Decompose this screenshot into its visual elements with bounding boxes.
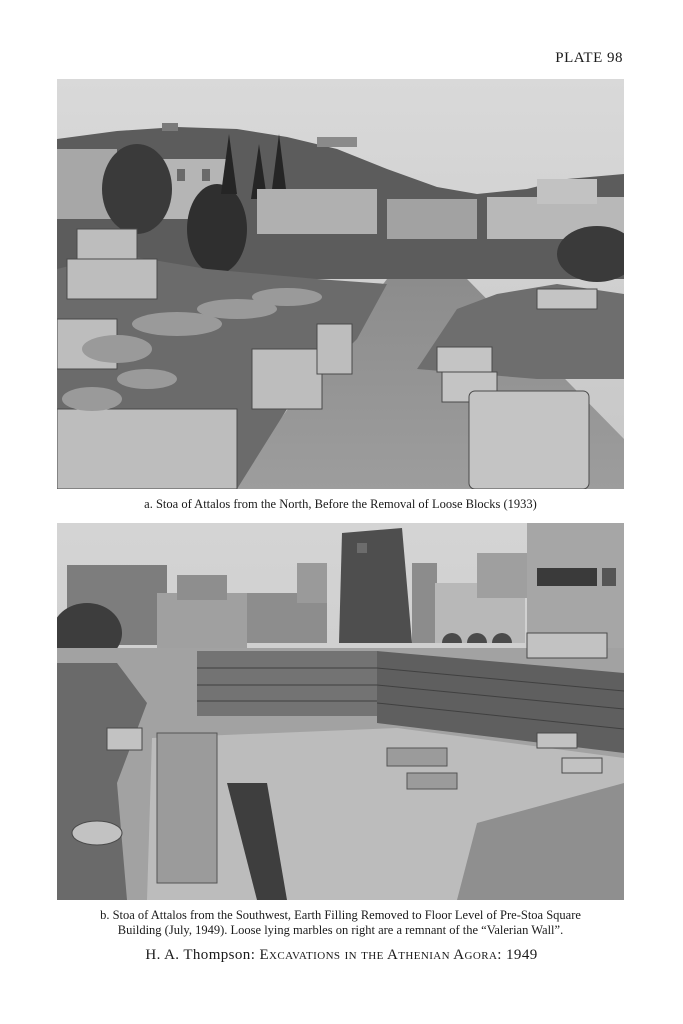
caption-a: a. Stoa of Attalos from the North, Before the Removal of Loose Blocks (1933) (144, 497, 537, 511)
footer-separator: : (250, 947, 256, 963)
footer-year-separator: : (497, 947, 502, 963)
caption-b (57, 908, 624, 938)
footer-author: H. A. Thompson (145, 947, 251, 963)
plate-number: PLATE 98 (555, 50, 623, 66)
page-footer (0, 947, 683, 964)
photo-a-image (57, 79, 624, 489)
photograph-a (57, 79, 624, 489)
caption-b-line2: Building (July, 1949). Loose lying marbles on right are a remnant of the “Valerian Wall”. (117, 923, 564, 937)
footer-title: Excavations in the Athenian Agora (259, 947, 498, 963)
photograph-b (57, 523, 624, 900)
caption-b-line1: b. Stoa of Attalos from the Southwest, Earth Filling Removed to Floor Level of Pre-Stoa Square (100, 908, 581, 922)
footer-year: 1949 (506, 947, 538, 963)
photo-b-image (57, 523, 624, 900)
